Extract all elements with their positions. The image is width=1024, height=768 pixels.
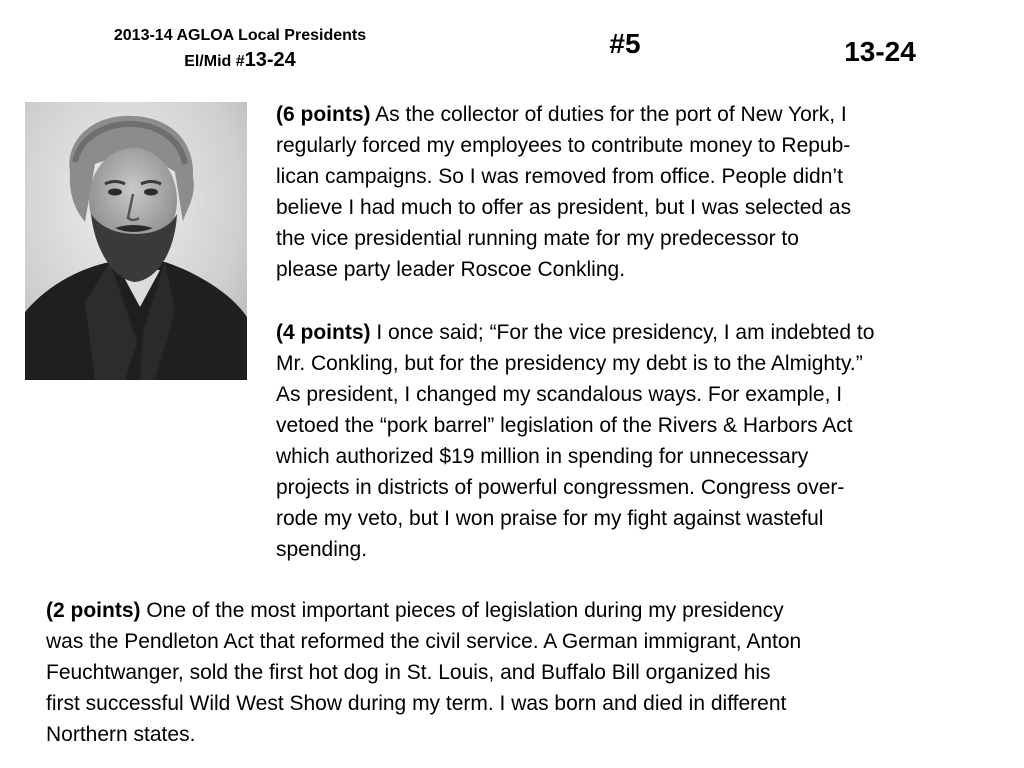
clue-line: first successful Wild West Show during my term. I was born and died in different bbox=[46, 692, 787, 715]
division-label bbox=[40, 48, 440, 74]
clue-line: the vice presidential running mate for my predecessor to bbox=[276, 227, 799, 250]
clue-line: spending. bbox=[276, 538, 368, 561]
clue-line: Mr. Conkling, but for the presidency my debt is to the Almighty.” bbox=[276, 352, 863, 375]
clue-points-label: (2 points) bbox=[46, 599, 141, 622]
clue-line: regularly forced my employees to contribute money to Repub- bbox=[276, 134, 851, 157]
clue-line: Feuchtwanger, sold the first hot dog in St. Louis, and Buffalo Bill organized his bbox=[46, 661, 771, 684]
page-title: 2013-14 AGLOA Local Presidents bbox=[113, 27, 367, 44]
portrait-photo-icon bbox=[25, 102, 247, 380]
header-title-block bbox=[40, 24, 440, 74]
clue-points-label: (4 points) bbox=[276, 321, 371, 344]
clue-points-label: (6 points) bbox=[276, 103, 371, 126]
clue-line: (4 points) I once said; “For the vice presidency, I am indebted to bbox=[276, 321, 875, 344]
clue-line: was the Pendleton Act that reformed the civil service. A German immigrant, Anton bbox=[46, 630, 802, 653]
clue-line: As president, I changed my scandalous ways. For example, I bbox=[276, 383, 843, 406]
clue-line: projects in districts of powerful congressmen. Congress over- bbox=[276, 476, 845, 499]
clue-line: vetoed the “pork barrel” legislation of the Rivers & Harbors Act bbox=[276, 414, 853, 437]
slide-code: 13-24 bbox=[844, 36, 916, 67]
clue-line: which authorized $19 million in spending for unnecessary bbox=[276, 445, 809, 468]
clue-line: (2 points) One of the most important pieces of legislation during my presidency bbox=[46, 599, 784, 622]
division-code: 13-24 bbox=[244, 49, 296, 71]
clue-4-points bbox=[276, 317, 1016, 565]
clue-2-points bbox=[46, 595, 986, 750]
slide-number: #5 bbox=[609, 28, 641, 59]
division-prefix: El/Mid # bbox=[184, 53, 245, 70]
clue-line: Northern states. bbox=[46, 723, 196, 746]
clue-line: please party leader Roscoe Conkling. bbox=[276, 258, 626, 281]
clue-6-points bbox=[276, 99, 996, 285]
clue-line: lican campaigns. So I was removed from office. People didn’t bbox=[276, 165, 843, 188]
clue-line: rode my veto, but I won praise for my fight against wasteful bbox=[276, 507, 824, 530]
clue-line: believe I had much to offer as president, but I was selected as bbox=[276, 196, 852, 219]
clue-line: (6 points) As the collector of duties for the port of New York, I bbox=[276, 103, 847, 126]
